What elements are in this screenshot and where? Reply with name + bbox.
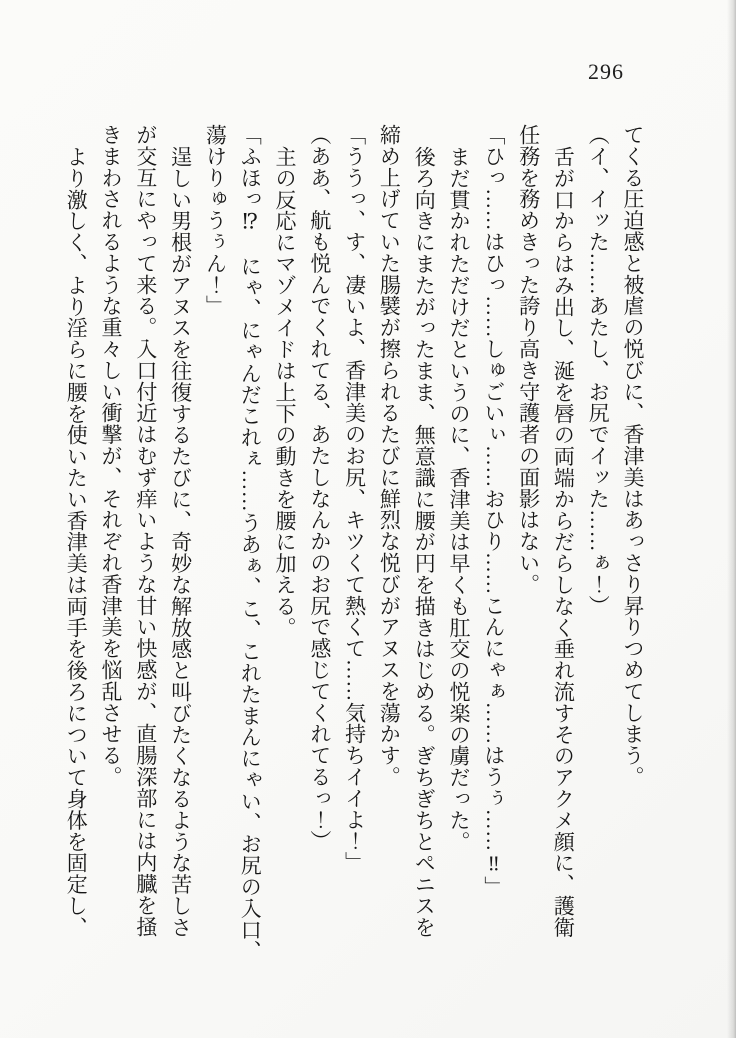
text-column: 「ふほっ⁉ にゃ、にゃんだこれぇ……うあぁ、こ、これたまんにゃい、お尻の入口、 <box>238 124 263 962</box>
text-column: より激しく、より淫らに腰を使いたい香津美は両手を後ろについて身体を固定し、 <box>64 145 89 938</box>
text-column: 「ひっ……はひっ……しゅごいぃ……おひり……こんにゃぁ……はうぅ……‼」 <box>481 124 506 898</box>
text-column: （ああ、航も悦んでくれてる、あたしなんかのお尻で感じてくれてるっ！） <box>307 124 332 852</box>
page-edge-shadow <box>727 0 736 1038</box>
text-column: 後ろ向きにまたがったまま、無意識に腰が円を描きはじめる。ぎちぎちとペニスを <box>412 145 437 938</box>
text-column: 蕩けりゅうぅん！」 <box>203 124 228 317</box>
text-column: てくる圧迫感と被虐の悦びに、香津美はあっさり昇りつめてしまう。 <box>621 124 645 788</box>
page-number: 296 <box>588 59 624 84</box>
text-column: 逞しい男根がアヌスを往復するたびに、奇妙な解放感と叫びたくなるような苦しさ <box>168 145 193 938</box>
text-column: 主の反応にマゾメイドは上下の動きを腰に加える。 <box>273 145 298 638</box>
text-column: 舌が口からはみ出し、涎を唇の両端からだらしなく垂れ流すそのアクメ顔に、護衛 <box>551 145 576 938</box>
text-column: 締め上げていた腸襞が擦られるたびに鮮烈な悦びがアヌスを蕩かす。 <box>377 124 402 788</box>
text-column: 任務を務めきった誇り高き守護者の面影はない。 <box>516 124 541 595</box>
text-column: （イ、イッた……あたし、お尻でイッた……ぁ！） <box>586 124 611 617</box>
text-column: 「ううっ、す、凄いよ、香津美のお尻、キツくて熱くて……気持ちイイよ！」 <box>342 124 367 873</box>
text-block <box>58 124 650 962</box>
text-column: が交互にやって来る。入口付近はむず痒いような甘い快感が、直腸深部には内臓を掻 <box>133 124 158 938</box>
text-column: きまわされるような重々しい衝撃が、それぞれ香津美を悩乱させる。 <box>99 124 124 788</box>
text-column: まだ貫かれただけだというのに、香津美は早くも肛交の悦楽の虜だった。 <box>447 145 472 852</box>
